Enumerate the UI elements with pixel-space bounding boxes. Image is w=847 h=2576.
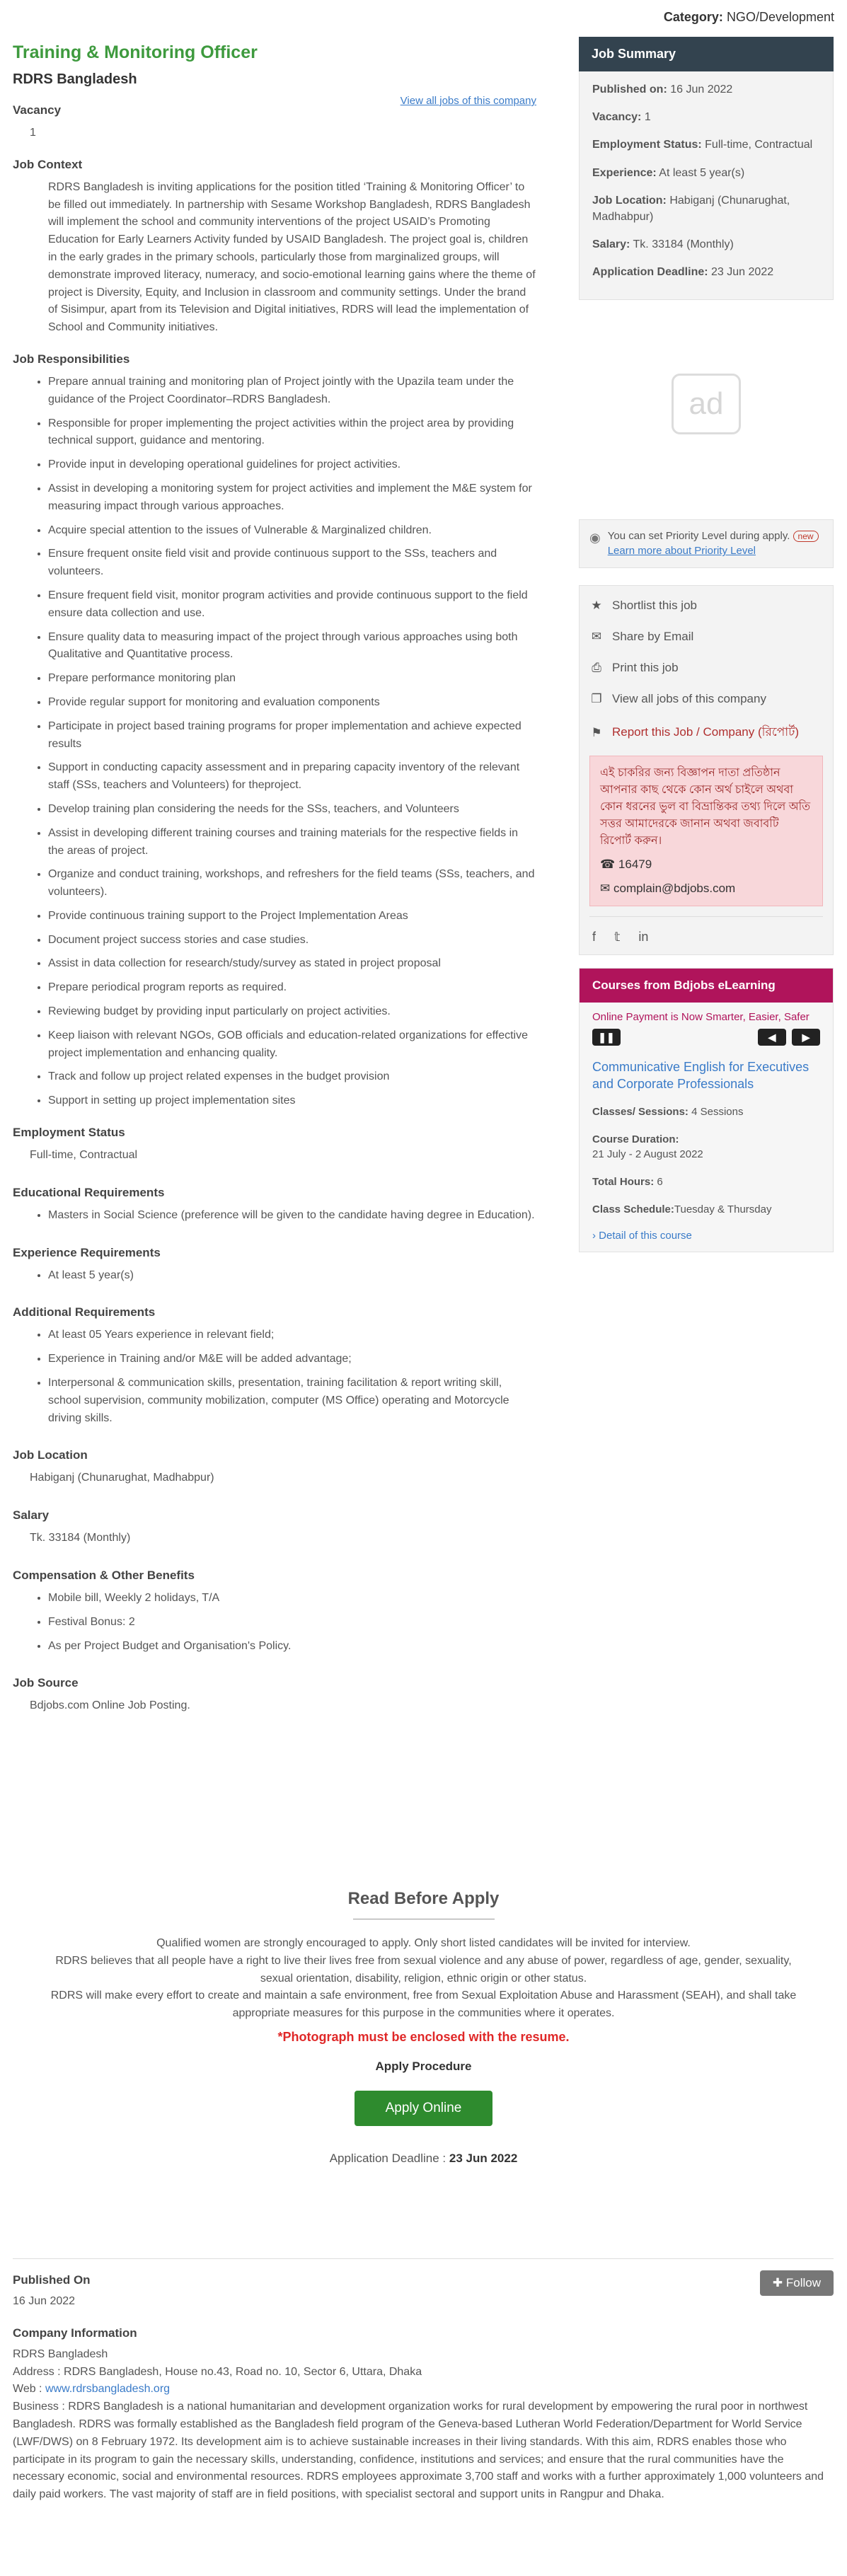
report-phone: ☎ 16479: [600, 857, 652, 871]
vacancy-title: Vacancy: [13, 103, 62, 117]
salary-title: Salary: [13, 1508, 50, 1523]
star-icon: ★: [591, 599, 602, 612]
course-detail-link[interactable]: › Detail of this course: [592, 1229, 692, 1242]
sidebar: [579, 37, 834, 1252]
job-title: Training & Monitoring Officer: [13, 42, 258, 62]
priority-icon: ◉: [589, 530, 601, 545]
education-list: [13, 1207, 536, 1225]
additional-title: Additional Requirements: [13, 1305, 156, 1319]
compensation-title: Compensation & Other Benefits: [13, 1569, 195, 1583]
location-value: Habiganj (Chunarughat, Madhabpur): [30, 1472, 214, 1484]
responsibility-item: • Track and follow up project related expenses in the budget provision: [48, 1068, 536, 1086]
responsibility-item: • Organize and conduct training, workshops, and refreshers for the field teams (SSs, teachers, and volunteers).: [48, 866, 536, 901]
report-email[interactable]: ✉ complain@bdjobs.com: [600, 881, 736, 895]
salary-value: Tk. 33184 (Monthly): [30, 1532, 131, 1544]
vacancy-value: 1: [30, 127, 36, 139]
published-on-title: Published On: [13, 2273, 91, 2287]
responsibility-item: • Prepare annual training and monitoring plan of Project jointly with the Upazila team under the guidance of the Project Coordinator–RDRS Bangladesh.: [48, 374, 536, 409]
social-share-row: [589, 916, 823, 947]
responsibilities-title: Job Responsibilities: [13, 352, 130, 366]
company-web-link[interactable]: www.rdrsbangladesh.org: [45, 2383, 171, 2396]
job-actions-panel: [579, 585, 834, 955]
responsibility-item: • Reviewing budget by providing input particularly on project activities.: [48, 1003, 536, 1021]
read-before-p2: RDRS believes that all people have a right to live their lives free from sexual violence and any abuse of power, regardless of age, gender, sexuality, sexual orientation, disability, religion, ethnic origin or other status.: [55, 1954, 792, 1985]
summary-salary: Salary: Tk. 33184 (Monthly): [592, 238, 734, 251]
company-info-title: Company Information: [13, 2326, 137, 2340]
company-web: Web : www.rdrsbangladesh.org: [13, 2383, 171, 2396]
experience-item: • At least 5 year(s): [48, 1267, 536, 1285]
company-footer: [13, 2258, 834, 2504]
compensation-list: [13, 1590, 536, 1655]
responsibilities-list: [13, 374, 536, 1110]
course-classes: Classes/ Sessions: 4 Sessions: [592, 1105, 744, 1118]
read-before-p3: RDRS will make every effort to create and maintain a safe environment, free from Sexual Exploitation Abuse and Harassment (SEAH), and shall take appropriate measures for this purpose in the communities where it operates.: [50, 1989, 797, 2020]
responsibility-item: • Assist in data collection for research/study/survey as stated in project proposal: [48, 955, 536, 973]
report-job-button[interactable]: ⚑ Report this Job / Company (রিপোর্ট): [589, 715, 823, 751]
arrow-right-icon[interactable]: ▶: [792, 1029, 820, 1046]
experience-title: Experience Requirements: [13, 1245, 161, 1259]
job-summary-panel: [579, 37, 834, 300]
job-details: [13, 42, 536, 1715]
additional-item: • At least 05 Years experience in relevant field;: [48, 1327, 536, 1344]
read-before-title: Read Before Apply: [347, 1889, 500, 1908]
responsibility-item: • Ensure quality data to measuring impact of the project through various approaches using both Qualitative and Quantitative process.: [48, 629, 536, 664]
source-title: Job Source: [13, 1676, 79, 1690]
ad-placeholder[interactable]: ad: [672, 374, 741, 434]
employment-value: Full-time, Contractual: [30, 1149, 138, 1162]
education-title: Educational Requirements: [13, 1185, 165, 1199]
responsibility-item: • Acquire special attention to the issues of Vulnerable & Marginalized children.: [48, 522, 536, 540]
responsibility-item: • Assist in developing different training courses and training materials for the respective fields in the areas of project.: [48, 825, 536, 860]
course-hours: Total Hours: 6: [592, 1175, 663, 1188]
responsibility-item: • Support in setting up project implementation sites: [48, 1092, 536, 1110]
summary-published: Published on: 16 Jun 2022: [592, 83, 733, 96]
location-title: Job Location: [13, 1448, 88, 1462]
envelope-icon: ✉: [600, 881, 611, 895]
education-item: • Masters in Social Science (preference will be given to the candidate having degree in Education).: [48, 1207, 536, 1225]
pause-icon[interactable]: ❚❚: [592, 1029, 621, 1046]
responsibility-item: • Provide regular support for monitoring and evaluation components: [48, 694, 536, 712]
responsibility-item: • Keep liaison with relevant NGOs, GOB officials and education-related organizations for effective project implementation and enhancing quality.: [48, 1027, 536, 1063]
course-schedule: Class Schedule:Tuesday & Thursday: [592, 1203, 772, 1215]
responsibility-item: • Provide continuous training support to the Project Implementation Areas: [48, 908, 536, 925]
facebook-icon[interactable]: f: [592, 930, 597, 944]
follow-button[interactable]: ✚ Follow: [760, 2270, 834, 2296]
summary-experience: Experience: At least 5 year(s): [592, 166, 745, 179]
company-info-name: RDRS Bangladesh: [13, 2347, 108, 2360]
phone-icon: ☎: [600, 857, 616, 871]
responsibility-item: • Ensure frequent field visit, monitor program activities and provide continuous support to the field ensure data collection and use.: [48, 587, 536, 623]
responsibility-item: • Prepare performance monitoring plan: [48, 670, 536, 688]
envelope-icon: ✉: [591, 630, 602, 643]
category-value[interactable]: NGO/Development: [726, 10, 834, 24]
responsibility-item: • Participate in project based training programs for proper implementation and achieve expected results: [48, 718, 536, 753]
priority-learn-more-link[interactable]: Learn more about Priority Level: [607, 545, 756, 558]
compensation-item: • Festival Bonus: 2: [48, 1614, 536, 1631]
responsibility-item: • Document project success stories and case studies.: [48, 932, 536, 949]
share-email-button[interactable]: ✉ Share by Email: [589, 621, 823, 652]
compensation-item: • Mobile bill, Weekly 2 holidays, T/A: [48, 1590, 536, 1607]
read-before-p1: Qualified women are strongly encouraged to apply. Only short listed candidates will be invited for interview.: [156, 1937, 691, 1949]
experience-list: [13, 1267, 536, 1285]
linkedin-icon[interactable]: in: [638, 930, 649, 944]
arrow-left-icon[interactable]: ◀: [758, 1029, 786, 1046]
apply-procedure-title: Apply Procedure: [375, 2059, 472, 2073]
priority-text: You can set Priority Level during apply.: [607, 529, 790, 542]
printer-icon: ⎙: [592, 661, 601, 674]
responsibility-item: • Develop training plan considering the needs for the SSs, teachers, and Volunteers: [48, 801, 536, 819]
read-before-apply: [0, 1889, 847, 2166]
company-business: Business : RDRS Bangladesh is a national humanitarian and development organization works for rural development by empowering the rural poor in northwest Bangladesh. RDRS was formally established as the Bangladesh field program of the Geneva-based Lutheran World Federation/Department for World Service (LWF/DWS) on 8 February 1972. Its development aim is to achieve sustainable increases in their living standards. With this aim, RDRS enables those who participate in its program to gain the necessary skills, understanding, confidence, institutions and services; and ensure that the rural communities have the necessary economic, social and environmental resources. RDRS employees approximate 3,700 staff and works with a further approximately 1,000 volunteers and daily paid workers. The vast majority of staff are in field positions, with specialist sectoral and support units in Rangpur and Dhaka.: [13, 2401, 824, 2501]
print-button[interactable]: ⎙ Print this job: [589, 652, 823, 683]
company-address: Address : RDRS Bangladesh, House no.43, Road no. 10, Sector 6, Uttara, Dhaka: [13, 2365, 422, 2378]
responsibility-item: • Provide input in developing operational guidelines for project activities.: [48, 456, 536, 474]
summary-vacancy: Vacancy: 1: [592, 111, 651, 124]
course-marquee: Online Payment is Now Smarter, Easier, Safer: [592, 1011, 809, 1023]
application-deadline: Application Deadline : 23 Jun 2022: [329, 2151, 518, 2165]
course-title[interactable]: Communicative English for Executives and Corporate Professionals: [592, 1060, 809, 1092]
view-all-jobs-link[interactable]: View all jobs of this company: [400, 95, 536, 107]
employment-title: Employment Status: [13, 1126, 125, 1140]
responsibility-item: • Ensure frequent onsite field visit and provide continuous support to the SSs, teachers and volunteers.: [48, 545, 536, 581]
category-label: Category:: [663, 10, 723, 24]
plus-icon: ✚: [772, 2276, 783, 2289]
source-value: Bdjobs.com Online Job Posting.: [30, 1699, 190, 1712]
job-summary-title: Job Summary: [579, 37, 834, 71]
additional-list: [13, 1327, 536, 1427]
additional-item: • Experience in Training and/or M&E will be added advantage;: [48, 1351, 536, 1368]
summary-deadline: Application Deadline: 23 Jun 2022: [592, 266, 774, 279]
apply-online-button[interactable]: Apply Online: [355, 2091, 493, 2126]
responsibility-item: • Assist in developing a monitoring system for project activities and implement the M&E system for measuring impact through various approaches.: [48, 480, 536, 516]
new-badge: new: [793, 531, 819, 542]
course-controls: [592, 1029, 820, 1046]
priority-notice: [579, 519, 834, 569]
copy-icon: ❐: [591, 692, 602, 705]
additional-item: • Interpersonal & communication skills, presentation, training facilitation & report writing skill, school supervision, community mobilization, computer (MS Office) operating and Motorcycle driving skills.: [48, 1375, 536, 1427]
elearning-course-panel: [579, 968, 834, 1252]
course-duration: Course Duration: 21 July - 2 August 2022: [592, 1133, 703, 1160]
compensation-item: • As per Project Budget and Organisation's Policy.: [48, 1638, 536, 1656]
chevron-right-icon: ›: [592, 1229, 596, 1242]
company-name: RDRS Bangladesh: [13, 71, 137, 87]
course-header: Courses from Bdjobs eLearning: [580, 969, 833, 1003]
responsibility-item: • Prepare periodical program reports as required.: [48, 979, 536, 997]
context-text: RDRS Bangladesh is inviting applications for the position titled ‘Training & Monitoring Officer’ to be filled out immediately. In partnership with Sesame Workshop Bangladesh, RDRS Bangladesh will implement the school and community interventions of the project USAID’s Promoting Education for Early Learners Activity funded by USAID Bangladesh. The project goal is, children in the early grades in the primary schools, particularly those from marginalized groups, will demonstrate improved literacy, numeracy, and socio-emotional learning gains where the theme of project is Diversity, Equity, and Inclusion in classroom and community settings. Under the brand of Sisimpur, apart from its Television and Digital initiatives, RDRS will lead the implementation of School and Community initiatives.: [48, 180, 536, 334]
published-on-value: 16 Jun 2022: [13, 2295, 76, 2307]
context-title: Job Context: [13, 157, 83, 171]
twitter-icon[interactable]: 𝕥: [614, 930, 621, 944]
report-warning-box: [589, 756, 823, 906]
category-line: [664, 10, 834, 25]
responsibility-item: • Responsible for proper implementing the project activities within the project area by providing technical support, guidance and mentoring.: [48, 415, 536, 451]
summary-location: Job Location: Habiganj (Chunarughat, Madhabpur): [592, 194, 790, 223]
summary-employment: Employment Status: Full-time, Contractual: [592, 139, 813, 151]
report-warning-text: এই চাকরির জন্য বিজ্ঞাপন দাতা প্রতিষ্ঠান আপনার কাছ থেকে কোন অর্থ চাইলে অথবা কোন ধরনের ভুল বা বিভ্রান্তিকর তথ্য দিলে অতি সত্তর আমাদেরকে জানান অথবা জবাবটি রিপোর্ট করুন।: [600, 767, 811, 847]
photo-requirement: *Photograph must be enclosed with the resume.: [277, 2029, 570, 2044]
flag-icon: ⚑: [591, 726, 602, 739]
responsibility-item: • Support in conducting capacity assessment and in preparing capacity inventory of the relevant staff (SSs, teachers and Volunteers) for theproject.: [48, 759, 536, 795]
shortlist-button[interactable]: ★ Shortlist this job: [589, 590, 823, 621]
view-all-jobs-button[interactable]: ❐ View all jobs of this company: [589, 683, 823, 715]
